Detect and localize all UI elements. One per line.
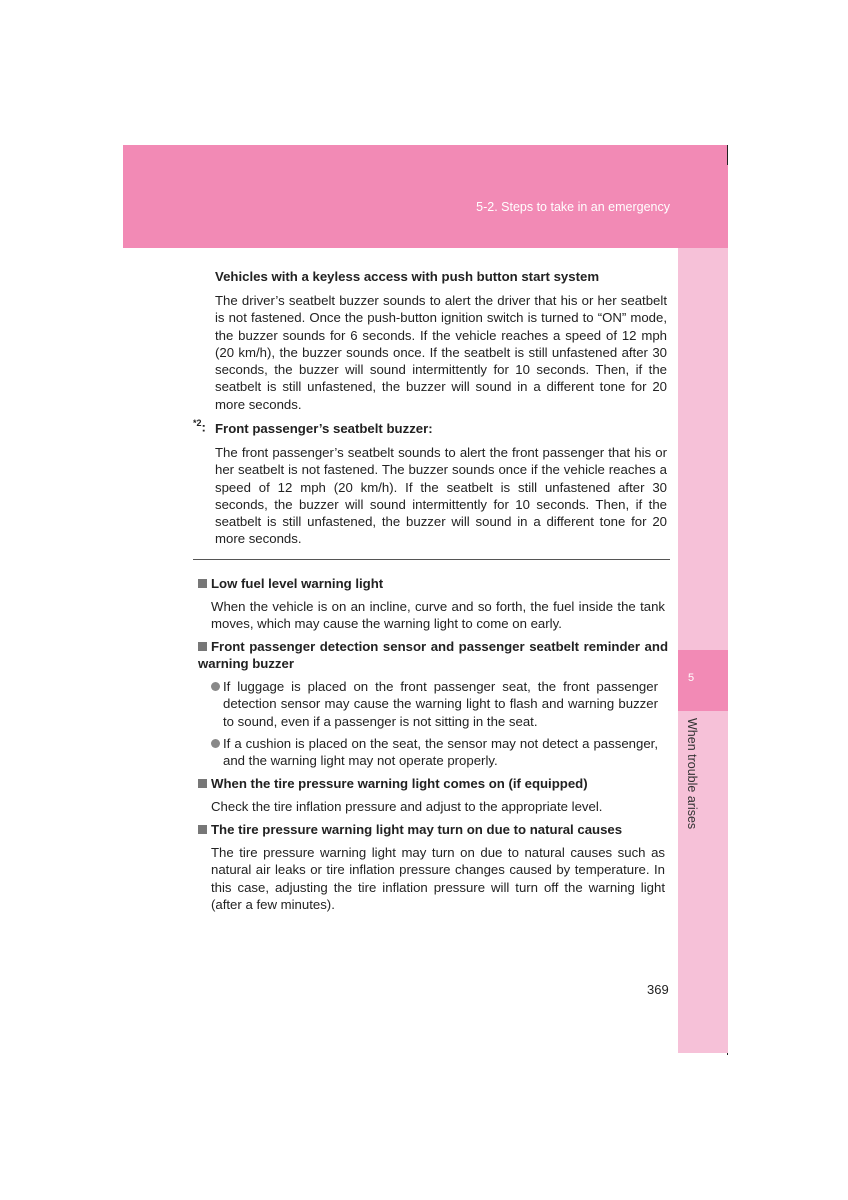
- keyless-heading: Vehicles with a keyless access with push button start system: [215, 269, 600, 284]
- round-bullet-icon: [211, 739, 220, 748]
- round-bullet-icon: [211, 682, 220, 691]
- crop-mark-top: [727, 145, 728, 165]
- low-fuel-heading: Low fuel level warning light: [198, 575, 668, 592]
- front-passenger-body: The front passenger’s seatbelt sounds to alert the front passenger that his or her seatbelt is not fastened. The buzzer sounds once if the vehicle reaches a speed of 12 mph (20 km/h). If the seatbelt is still unfastened after 30 seconds, the buzzer will sound intermittently for 10 seconds. Then, if the seatbelt is still unfastened, the buzzer will sound in a different tone for 20 more seconds.: [215, 445, 667, 547]
- footnote-marker: $^{*2}$:: [193, 418, 206, 435]
- chapter-tab: [678, 650, 728, 711]
- keyless-body: The driver’s seatbelt buzzer sounds to alert the driver that his or her seatbelt is not fastened. Once the push-button ignition switch is turned to “ON” mode, the buzzer sounds for 6 seconds. If the vehicle reaches a speed of 12 mph (20 km/h), the buzzer sounds once. If the seatbelt is still unfastened after 30 seconds, the buzzer will sound intermittently for 10 seconds. Then, if the seatbelt is still unfastened, the buzzer will sound in a different tone for 20 more seconds.: [215, 293, 667, 412]
- low-fuel-body: When the vehicle is on an incline, curve and so forth, the fuel inside the tank moves, which may cause the warning light to come on early.: [211, 599, 665, 632]
- detection-heading: Front passenger detection sensor and passenger seatbelt reminder and warning buzzer: [198, 639, 668, 672]
- divider: [193, 559, 670, 560]
- list-item: If luggage is placed on the front passenger seat, the front passenger detection sensor may cause the warning light to flash and warning buzzer to sound, even if a passenger is not sitting in the seat.: [211, 678, 658, 730]
- square-bullet-icon: [198, 825, 207, 834]
- square-bullet-icon: [198, 579, 207, 588]
- header-band: [123, 145, 728, 248]
- front-passenger-heading: Front passenger’s seatbelt buzzer:: [215, 421, 433, 436]
- chapter-number: 5: [688, 672, 695, 684]
- tire-natural-heading: The tire pressure warning light may turn on due to natural causes: [198, 821, 668, 838]
- list-item: If a cushion is placed on the seat, the sensor may not detect a passenger, and the warning light may not operate properly.: [211, 735, 658, 770]
- page-number: 369: [647, 982, 669, 997]
- chapter-title: When trouble arises: [685, 718, 699, 830]
- tire-natural-body: The tire pressure warning light may turn on due to natural causes such as natural air leaks or tire inflation pressure changes caused by temperature. In this case, adjusting the tire inflation pressure will turn off the warning light (after a few minutes).: [211, 845, 665, 912]
- tire-on-heading: When the tire pressure warning light comes on (if equipped): [198, 775, 668, 792]
- section-title: 5-2. Steps to take in an emergency: [476, 200, 670, 214]
- square-bullet-icon: [198, 642, 207, 651]
- tire-on-body: Check the tire inflation pressure and adjust to the appropriate level.: [211, 799, 603, 814]
- square-bullet-icon: [198, 779, 207, 788]
